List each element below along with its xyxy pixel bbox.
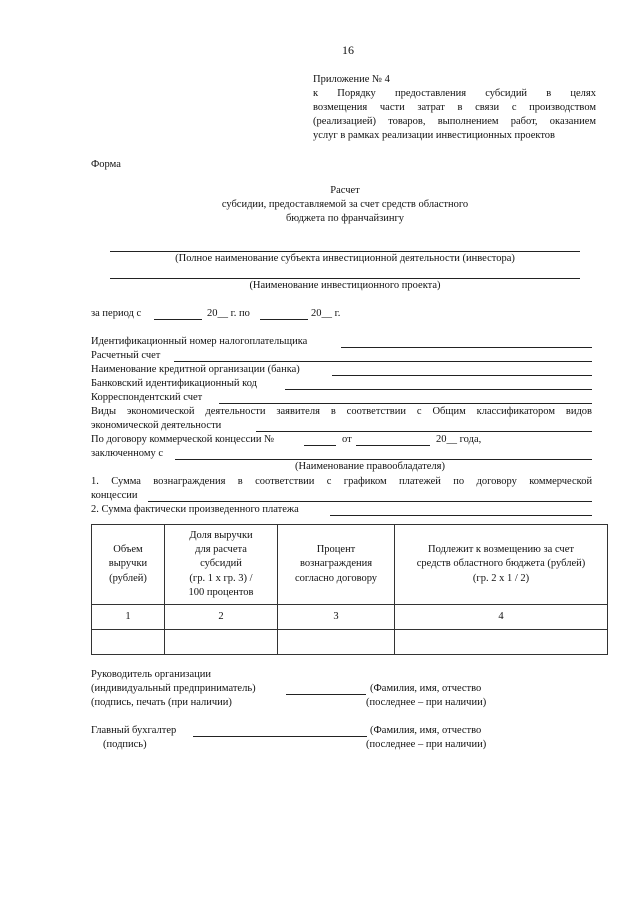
table-header-row [92, 525, 608, 605]
doc-title-1: Расчет [330, 185, 360, 196]
header-reward-percent: Процент вознаграждения согласно договору [278, 525, 395, 605]
table-row [92, 630, 608, 655]
header-revenue-share: Доля выручки для расчета субсидий (гр. 1 x гр. 3) / 100 процентов [165, 525, 278, 605]
appendix-line-4: услуг в рамках реализации инвестиционных проектов [313, 130, 555, 141]
investor-caption: (Полное наименование субъекта инвестиционной деятельности (инвестора) [175, 253, 515, 264]
doc-title-2: субсидии, предоставляемой за счет средств областного [221, 199, 469, 210]
header-revenue: Объем выручки (рублей) [92, 525, 165, 605]
appendix-title: Приложение № 4 [313, 74, 390, 85]
accountant-signature-field[interactable] [193, 736, 367, 737]
appendix-line-3: (реализацией) товаров, выполнением работ, оказанием [313, 116, 597, 127]
project-caption: (Наименование инвестиционного проекта) [249, 280, 441, 291]
head-sign-caption: (подпись, печать (при наличии) [91, 697, 232, 708]
item-2-label: 2. Сумма фактически произведенного платежа [91, 504, 299, 515]
head-label-2: (индивидуальный предприниматель) [91, 683, 256, 694]
account-field[interactable] [174, 361, 592, 362]
form-label: Форма [91, 159, 121, 170]
table-number-row [92, 605, 608, 630]
period-to-field[interactable] [260, 319, 308, 320]
period-prefix: за период с [91, 308, 142, 319]
column-number: 4 [395, 605, 608, 630]
column-number: 1 [92, 605, 165, 630]
item-1-line-2: концессии [91, 490, 138, 501]
revenue-cell[interactable] [92, 630, 165, 655]
payment-sum-field[interactable] [330, 515, 592, 516]
period-year-2: 20__ г. [311, 308, 341, 319]
account-label: Расчетный счет [91, 350, 161, 361]
appendix-line-1: к Порядку предоставления субсидий в целях [313, 88, 597, 99]
column-number: 2 [165, 605, 278, 630]
revenue-share-cell[interactable] [165, 630, 278, 655]
project-name-field[interactable] [110, 278, 580, 279]
page-number: 16 [342, 43, 354, 57]
okved-line-2: экономической деятельности [91, 420, 222, 431]
corr-account-field[interactable] [219, 403, 592, 404]
accountant-name-caption: (Фамилия, имя, отчество [370, 725, 482, 736]
contract-date-field[interactable] [356, 445, 430, 446]
head-label-1: Руководитель организации [91, 669, 211, 680]
head-signature-field[interactable] [286, 694, 366, 695]
contract-prefix: По договору коммерческой концессии № [91, 434, 275, 445]
contract-number-field[interactable] [304, 445, 336, 446]
head-patronymic-caption: (последнее – при наличии) [366, 697, 487, 708]
corr-account-label: Корреспондентский счет [91, 392, 203, 403]
concluded-with-label: заключенному с [91, 448, 164, 459]
bank-field[interactable] [332, 375, 592, 376]
reward-sum-field[interactable] [148, 501, 592, 502]
okved-field[interactable] [256, 431, 592, 432]
rightholder-field[interactable] [175, 459, 592, 460]
item-1-line-1: 1. Сумма вознаграждения в соответствии с графиком платежей по договору коммерческой [91, 476, 593, 487]
column-number: 3 [278, 605, 395, 630]
bank-label: Наименование кредитной организации (банка) [91, 364, 300, 375]
rightholder-caption: (Наименование правообладателя) [295, 461, 445, 472]
appendix-line-2: возмещения части затрат в связи с производством [313, 102, 597, 113]
reward-percent-cell[interactable] [278, 630, 395, 655]
inn-field[interactable] [341, 347, 592, 348]
period-from-field[interactable] [154, 319, 202, 320]
bik-field[interactable] [285, 389, 592, 390]
contract-from-label: от [342, 434, 352, 445]
period-year-1: 20__ г. по [207, 308, 250, 319]
doc-title-3: бюджета по франчайзингу [285, 213, 405, 224]
investor-name-field[interactable] [110, 251, 580, 252]
inn-label: Идентификационный номер налогоплательщика [91, 336, 308, 347]
contract-year-label: 20__ года, [436, 434, 482, 445]
calculation-table [91, 524, 608, 655]
accountant-sign-caption: (подпись) [103, 739, 147, 750]
reimbursement-cell[interactable] [395, 630, 608, 655]
header-reimbursement: Подлежит к возмещению за счет средств областного бюджета (рублей) (гр. 2 x 1 / 2) [395, 525, 608, 605]
head-name-caption: (Фамилия, имя, отчество [370, 683, 482, 694]
okved-line-1: Виды экономической деятельности заявителя в соответствии с Общим классификатором видов [91, 406, 593, 417]
accountant-label: Главный бухгалтер [91, 725, 177, 736]
accountant-patronymic-caption: (последнее – при наличии) [366, 739, 487, 750]
bik-label: Банковский идентификационный код [91, 378, 258, 389]
